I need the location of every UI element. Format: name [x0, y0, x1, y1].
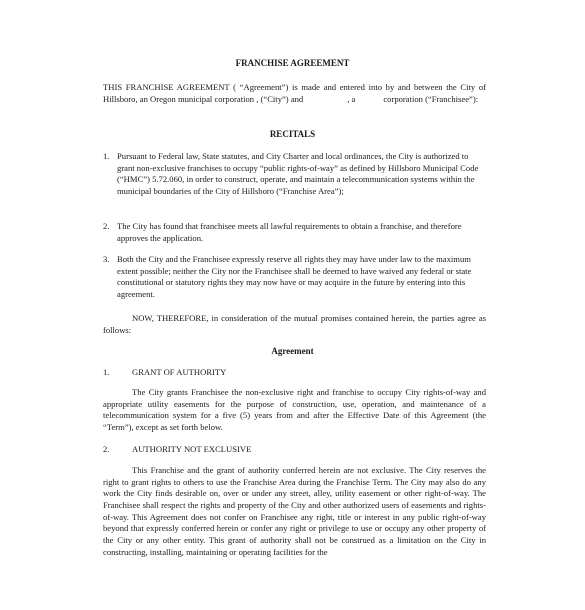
intro-text-part1: THIS FRANCHISE AGREEMENT ( “Agreement”) is made and entered into by and between the City of Hillsboro, an Oregon municipal corporation , (“City”) and [103, 82, 486, 104]
intro-text-part3: corporation (“Franchisee”): [383, 93, 479, 104]
section-text: This Franchise and the grant of authority conferred herein are not exclusive. The City reserves the right to grant rights to others to use the Franchise Area during the Franchise Term. The City may also do any work the City finds desirable on, over or under any street, alley, utility easement or other right-of-way. The Franchisee shall respect the rights and property of the City and other authorized users of easements and rights-of-way. This Agreement does not confer on Franchisee any right, title or interest in any public right-of-way beyond that expressly conferred herein or confer any right or privilege to use or occupy any other property of the City or any other entity. This grant of authority shall not be construed as a limitation on the City in constructing, installing, maintaining or operating facilities for the [103, 465, 486, 557]
section-title: GRANT OF AUTHORITY [132, 367, 227, 377]
section-text: The City grants Franchisee the non-exclusive right and franchise to occupy City rights-of-way and appropriate utility easements for the purpose of construction, use, operation, and maintenance of a telecommunication system for a five (5) years from and after the Effective Date of this Agreement (the “Term”), except as set forth below. [103, 387, 486, 433]
recital-item [103, 254, 486, 301]
intro-text-part2: , a [347, 93, 356, 104]
recital-text: The City has found that franchisee meets all lawful requirements to obtain a franchise, and therefore approves the application. [117, 221, 462, 243]
recital-item [103, 151, 486, 198]
recital-number: 3. [103, 254, 110, 264]
section-heading [103, 367, 486, 379]
now-therefore-paragraph: NOW, THEREFORE, in consideration of the mutual promises contained herein, the parties agree as follows: [103, 313, 486, 335]
intro-paragraph [103, 82, 486, 105]
section-heading [103, 444, 486, 456]
recital-item [103, 221, 486, 244]
recital-text: Both the City and the Franchisee expressly reserve all rights they may have under law to the maximum extent possible; neither the City nor the Franchisee shall be deemed to have waived any federal or state constitutional or statutory rights they may now have or may acquire in the future by entering into this agreement. [117, 254, 472, 300]
recital-number: 1. [103, 151, 110, 161]
section-number: 1. [103, 367, 110, 377]
recital-text: Pursuant to Federal law, State statutes, and City Charter and local ordinances, the City is authorized to grant non-exclusive franchises to occupy “public rights-of-way” as defined by Hillsboro Municipal Code (“HMC”) 5.72.060, in order to construct, operate, and maintain a telecommunication systems within the municipal boundaries of the City of Hillsboro (“Franchise Area”); [117, 151, 479, 197]
section-title: AUTHORITY NOT EXCLUSIVE [132, 444, 252, 454]
recital-number: 2. [103, 221, 110, 231]
agreement-heading: Agreement [271, 346, 314, 356]
section-number: 2. [103, 444, 110, 454]
document-title: FRANCHISE AGREEMENT [235, 58, 350, 68]
recitals-heading: RECITALS [269, 129, 316, 139]
